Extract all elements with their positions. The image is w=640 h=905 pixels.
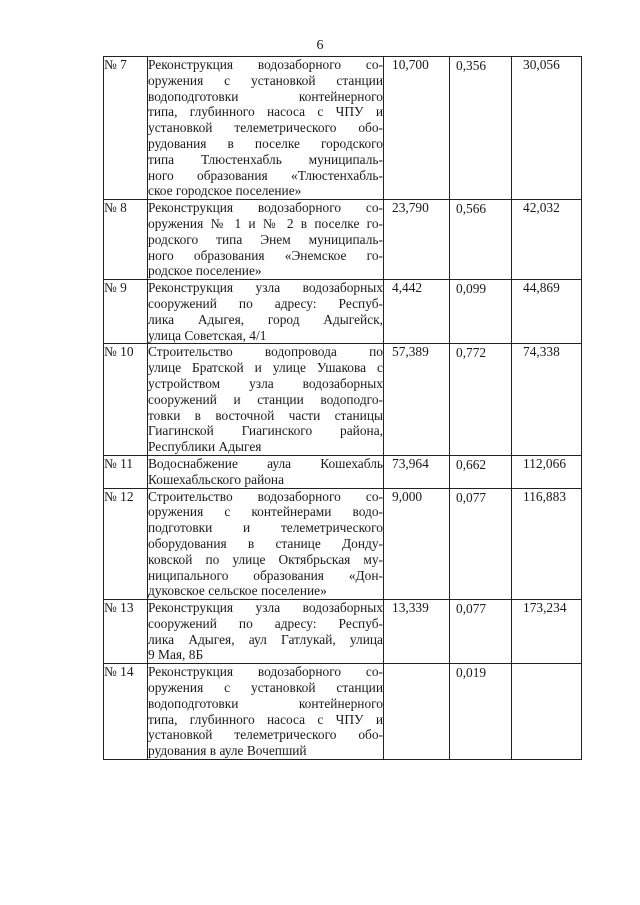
total-text: 42,032 xyxy=(523,200,560,216)
value-cell xyxy=(384,344,450,456)
value-cell xyxy=(384,280,450,344)
total-text: 173,234 xyxy=(523,600,567,616)
share-text: 0,566 xyxy=(456,201,487,217)
total-text: 74,338 xyxy=(523,344,560,360)
value-text: 23,790 xyxy=(392,200,429,216)
description-cell xyxy=(148,280,384,344)
description-line: Гиагинской Гиагинского района, xyxy=(148,423,383,439)
description-line: оборудования в станице Донду- xyxy=(148,535,383,551)
description-line: улица Советская, 4/1 xyxy=(148,327,267,343)
row-number-cell: № 10 xyxy=(104,344,148,456)
table-row xyxy=(104,57,582,200)
description-line: рудования в поселке городского xyxy=(148,135,383,151)
description-line: Реконструкция узла водозаборных xyxy=(148,600,383,616)
description-line: Республики Адыгея xyxy=(148,439,262,455)
share-text: 0,099 xyxy=(456,281,487,297)
share-text: 0,662 xyxy=(456,456,487,472)
description-line: оружения с контейнерами водо- xyxy=(148,504,383,520)
description-line: сооружений по адресу: Респуб- xyxy=(148,295,383,311)
description-line: Реконструкция водозаборного со- xyxy=(148,57,383,72)
description-line: Строительство водопровода по xyxy=(148,344,383,360)
share-cell xyxy=(450,200,512,280)
value-cell xyxy=(384,600,450,664)
description-line: рудования в ауле Вочепший xyxy=(148,743,307,759)
value-cell xyxy=(384,200,450,280)
description-line: ниципального образования «Дон- xyxy=(148,567,383,583)
total-text: 116,883 xyxy=(523,488,567,504)
share-cell xyxy=(450,488,512,600)
value-text: 73,964 xyxy=(392,455,429,471)
value-text: 57,389 xyxy=(392,344,429,360)
row-number-cell: № 9 xyxy=(104,280,148,344)
description-line: установкой телеметрического обо- xyxy=(148,120,383,136)
row-number-cell: № 13 xyxy=(104,600,148,664)
share-cell xyxy=(450,344,512,456)
share-cell xyxy=(450,280,512,344)
description-line: родского типа Энем муниципаль- xyxy=(148,231,383,247)
total-text xyxy=(512,664,581,665)
share-text: 0,077 xyxy=(456,601,487,617)
description-line: Кошехабльского района xyxy=(148,471,285,487)
description-line: типа Тлюстенхабль муниципаль- xyxy=(148,151,383,167)
description-line: дуковское сельское поселение» xyxy=(148,583,327,599)
description-cell xyxy=(148,57,384,200)
description-line: сооружений по адресу: Респуб- xyxy=(148,615,383,631)
description-line: Строительство водозаборного со- xyxy=(148,488,383,504)
description-line: оружения с установкой станции xyxy=(148,72,383,88)
description-line: сооружений и станции водоподго- xyxy=(148,391,383,407)
description-line: типа, глубинного насоса с ЧПУ и xyxy=(148,104,383,120)
value-cell xyxy=(384,664,450,760)
value-cell xyxy=(384,488,450,600)
description-line: Реконструкция узла водозаборных xyxy=(148,280,383,296)
value-text: 4,442 xyxy=(392,280,423,296)
description-line: ного образования «Энемское го- xyxy=(148,247,383,263)
total-cell xyxy=(512,200,582,280)
share-cell xyxy=(450,57,512,200)
description-cell xyxy=(148,455,384,488)
share-cell xyxy=(450,664,512,760)
share-cell xyxy=(450,600,512,664)
value-cell xyxy=(384,455,450,488)
table-row xyxy=(104,600,582,664)
total-cell xyxy=(512,488,582,600)
share-cell xyxy=(450,455,512,488)
total-cell xyxy=(512,600,582,664)
objects-table xyxy=(103,56,582,760)
share-text: 0,772 xyxy=(456,345,487,361)
description-line: устройством узла водозаборных xyxy=(148,375,383,391)
table-row xyxy=(104,200,582,280)
total-cell xyxy=(512,455,582,488)
description-line: ного образования «Тлюстенхабль- xyxy=(148,167,383,183)
value-text xyxy=(384,664,449,665)
description-line: ское городское поселение» xyxy=(148,183,302,199)
description-cell xyxy=(148,344,384,456)
table-row xyxy=(104,664,582,760)
row-number-cell: № 12 xyxy=(104,488,148,600)
value-text: 10,700 xyxy=(392,57,429,72)
description-cell xyxy=(148,488,384,600)
total-text: 30,056 xyxy=(523,57,560,72)
description-line: Реконструкция водозаборного со- xyxy=(148,200,383,216)
table-row xyxy=(104,488,582,600)
row-number-cell: № 11 xyxy=(104,455,148,488)
total-text: 44,869 xyxy=(523,280,560,296)
page-number: 6 xyxy=(316,38,324,53)
description-line: Водоснабжение аула Кошехабль xyxy=(148,455,383,471)
share-text: 0,019 xyxy=(456,665,487,681)
total-cell xyxy=(512,280,582,344)
table-row xyxy=(104,455,582,488)
share-text: 0,356 xyxy=(456,58,487,73)
description-line: водоподготовки контейнерного xyxy=(148,695,383,711)
total-cell xyxy=(512,57,582,200)
description-cell xyxy=(148,600,384,664)
table-row xyxy=(104,344,582,456)
description-line: лика Адыгея, город Адыгейск, xyxy=(148,311,383,327)
description-line: ковской по улице Октябрьская му- xyxy=(148,551,383,567)
total-cell xyxy=(512,664,582,760)
description-line: улице Братской и улице Ушакова с xyxy=(148,360,383,376)
total-cell xyxy=(512,344,582,456)
description-line: лика Адыгея, аул Гатлукай, улица xyxy=(148,631,383,647)
description-line: установкой телеметрического обо- xyxy=(148,727,383,743)
row-number-cell: № 7 xyxy=(104,57,148,200)
description-line: подготовки и телеметрического xyxy=(148,520,383,536)
description-line: типа, глубинного насоса с ЧПУ и xyxy=(148,711,383,727)
description-line: оружения с установкой станции xyxy=(148,680,383,696)
value-text: 13,339 xyxy=(392,600,429,616)
description-line: родское поселение» xyxy=(148,263,262,279)
row-number-cell: № 14 xyxy=(104,664,148,760)
description-line: 9 Мая, 8Б xyxy=(148,647,204,663)
description-cell xyxy=(148,200,384,280)
description-line: водоподготовки контейнерного xyxy=(148,88,383,104)
description-line: оружения № 1 и № 2 в поселке го- xyxy=(148,215,383,231)
total-text: 112,066 xyxy=(523,455,567,471)
row-number-cell: № 8 xyxy=(104,200,148,280)
table-row xyxy=(104,280,582,344)
value-text: 9,000 xyxy=(392,488,423,504)
description-line: товки в восточной части станицы xyxy=(148,407,383,423)
description-line: Реконструкция водозаборного со- xyxy=(148,664,383,680)
value-cell xyxy=(384,57,450,200)
description-cell xyxy=(148,664,384,760)
share-text: 0,077 xyxy=(456,489,487,505)
